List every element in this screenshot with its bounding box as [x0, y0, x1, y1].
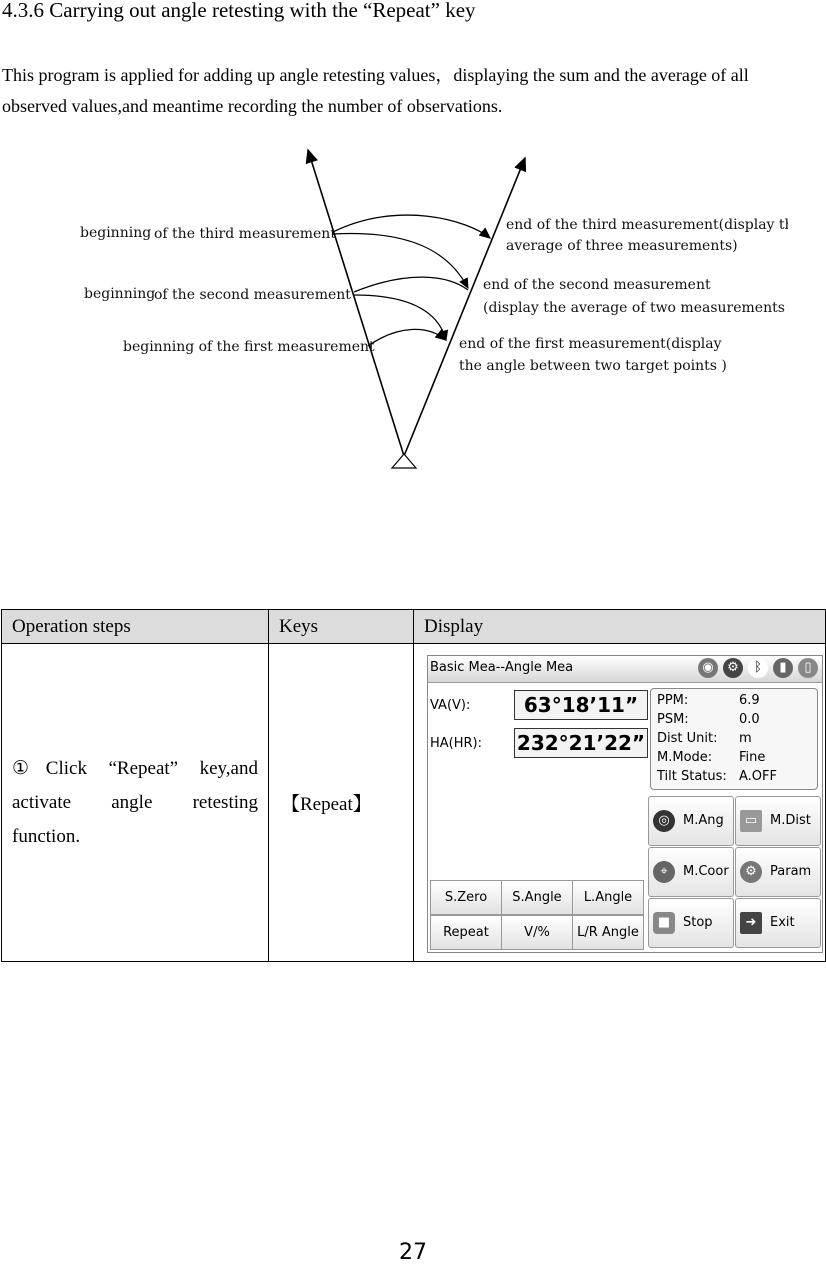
psm-label: PSM: [657, 712, 689, 727]
mode-value: Fine [739, 750, 766, 765]
v-percent-button[interactable]: V/% [501, 915, 573, 950]
second-measurement-arc [354, 277, 468, 292]
distance-icon: ▭ [740, 810, 762, 832]
label-end-third-2: average of three measurements) [506, 238, 738, 254]
tilt-label: Tilt Status: [657, 769, 727, 784]
repeat-button[interactable]: Repeat [430, 915, 502, 950]
va-label: VA(V): [430, 698, 471, 713]
va-value: 63°18’11” [514, 690, 648, 720]
label-begin-third-a: beginning [80, 225, 152, 241]
titlebar-icons [698, 658, 818, 678]
operation-table [1, 609, 826, 962]
mode-label: M.Mode: [657, 750, 713, 765]
bluetooth-icon[interactable]: ᛒ [748, 658, 768, 678]
exit-label: Exit [770, 915, 795, 930]
ha-label: HA(HR): [430, 736, 482, 751]
label-begin-second-b: of the second measurement [154, 287, 351, 303]
label-end-first-1: end of the first measurement(display [459, 336, 722, 352]
ppm-value: 6.9 [739, 693, 760, 708]
step-cell [2, 644, 269, 962]
label-end-third-1: end of the third measurement(display the [506, 217, 788, 233]
header-operation-steps: Operation steps [2, 610, 269, 644]
label-end-second-1: end of the second measurement [483, 277, 711, 293]
header-display: Display [414, 610, 826, 644]
coordinate-icon: ⌖ [653, 861, 675, 883]
m-dist-label: M.Dist [770, 813, 811, 828]
plug-icon: ▮ [773, 658, 793, 678]
first-measurement-arc [368, 329, 446, 346]
s-angle-button[interactable]: S.Angle [501, 880, 573, 915]
left-sight-line [308, 150, 404, 456]
ha-value: 232°21’22” [514, 728, 648, 758]
header-keys: Keys [269, 610, 414, 644]
ppm-label: PPM: [657, 693, 689, 708]
third-measurement-arc [333, 215, 490, 238]
gear-icon[interactable]: ⚙ [723, 658, 743, 678]
exit-icon: ➜ [740, 912, 762, 934]
display-cell [414, 644, 826, 962]
label-begin-third-b: of the third measurement [154, 226, 336, 242]
key-text: 【Repeat】 [281, 794, 372, 815]
tilt-value: A.OFF [739, 769, 777, 784]
stop-icon: ■ [653, 912, 675, 934]
section-heading: 4.3.6 Carrying out angle retesting with the “Repeat” key [2, 0, 476, 22]
intro-paragraph: This program is applied for adding up angle retesting values，displaying the sum and the average of all observed values,and meantime recording the number of observations. [2, 65, 749, 116]
repeat-measurement-diagram [78, 130, 788, 475]
device-screen [427, 655, 823, 953]
table-header-row [2, 610, 826, 644]
exit-button[interactable] [735, 898, 821, 948]
lr-angle-button[interactable]: L/R Angle [572, 915, 644, 950]
m-ang-label: M.Ang [683, 813, 724, 828]
params-icon: ⚙ [740, 861, 762, 883]
stop-button[interactable] [648, 898, 734, 948]
table-row [2, 644, 826, 962]
angle-icon: ◎ [653, 810, 675, 832]
status-panel [650, 688, 818, 790]
second-measurement-arc-inner [354, 295, 446, 340]
label-begin-second-a: beginning [84, 286, 156, 302]
psm-value: 0.0 [739, 712, 760, 727]
step-text: ①Click “Repeat” key,and activate angle retesting function. [12, 757, 258, 847]
s-zero-button[interactable]: S.Zero [430, 880, 502, 915]
level-icon: ▯ [798, 658, 818, 678]
param-label: Param [770, 864, 812, 879]
page-number: 27 [399, 1240, 427, 1265]
m-dist-button[interactable] [735, 796, 821, 846]
instrument-triangle [392, 454, 416, 468]
label-end-first-2: the angle between two target points ) [459, 358, 727, 374]
screen-titlebar [428, 656, 822, 683]
m-coor-label: M.Coor [683, 864, 729, 879]
param-button[interactable] [735, 847, 821, 897]
stop-label: Stop [683, 915, 713, 930]
l-angle-button[interactable]: L.Angle [572, 880, 644, 915]
m-coor-button[interactable] [648, 847, 734, 897]
battery-icon: ◉ [698, 658, 718, 678]
label-begin-first: beginning of the first measurement [123, 339, 375, 355]
dist-unit-value: m [739, 731, 752, 746]
screen-title: Basic Mea--Angle Mea [430, 660, 574, 675]
dist-unit-label: Dist Unit: [657, 731, 718, 746]
m-ang-button[interactable] [648, 796, 734, 846]
label-end-second-2: (display the average of two measurements ) [483, 300, 788, 316]
key-cell [269, 644, 414, 962]
